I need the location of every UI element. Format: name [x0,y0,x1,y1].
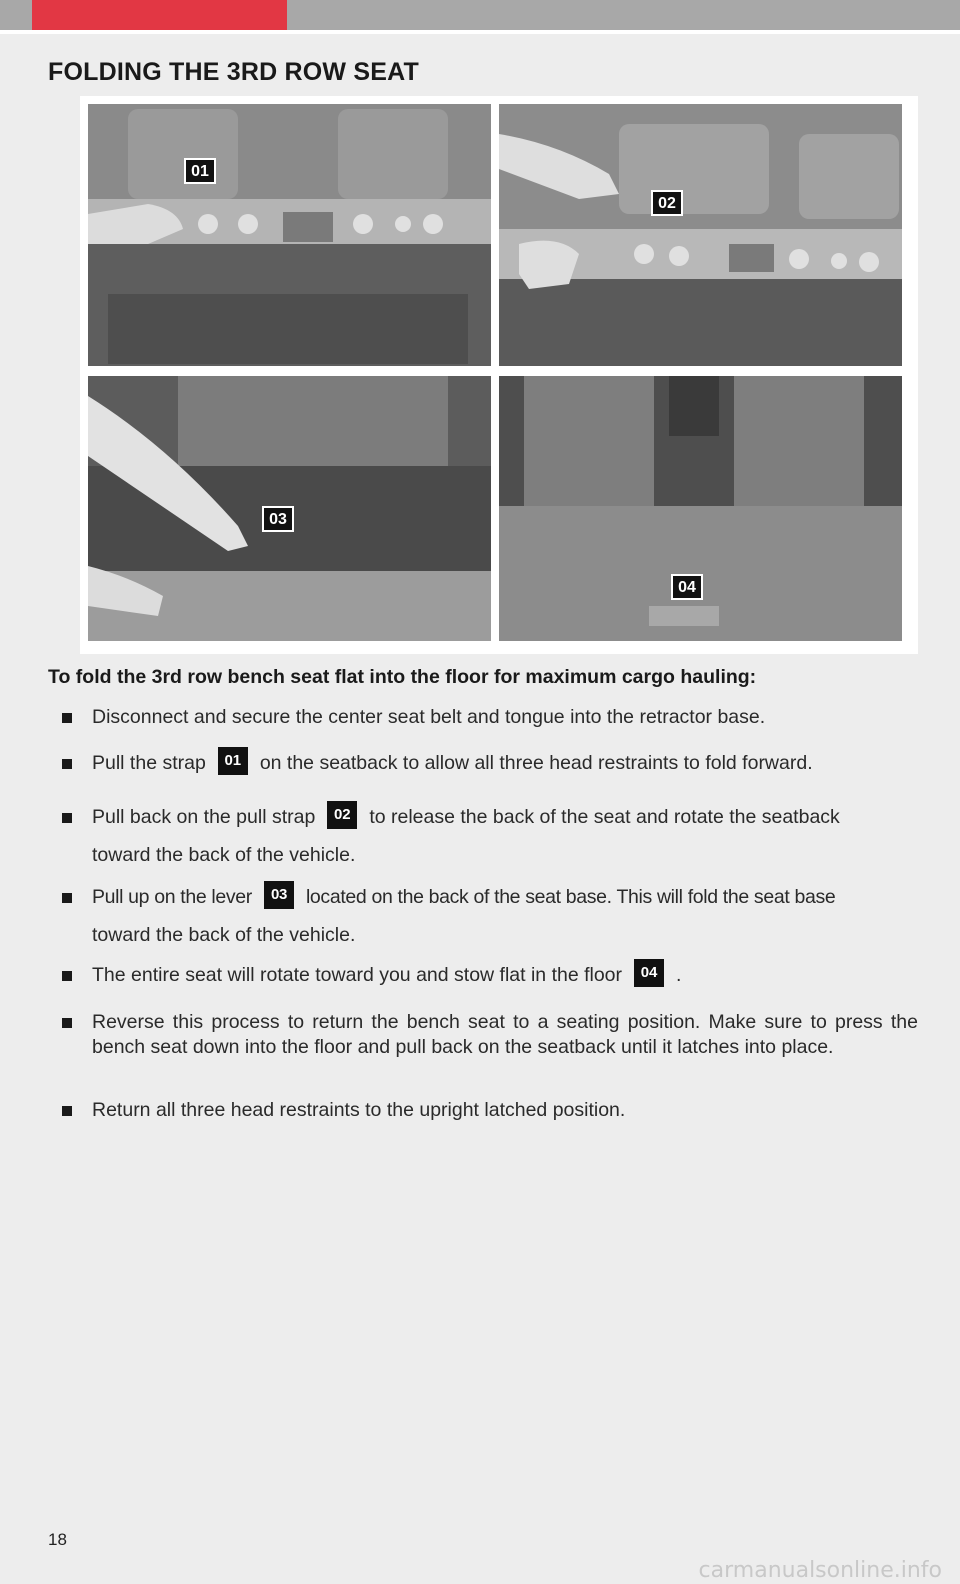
bullet-icon [62,813,72,823]
seatback-image [88,104,491,366]
photo-step-01 [88,104,491,366]
photo-grid [80,96,918,654]
step-badge: 02 [327,801,357,829]
list-item: Return all three head restraints to the upright latched position. [62,1098,918,1123]
instructions-heading: To fold the 3rd row bench seat flat into the floor for maximum cargo hauling: [48,666,757,688]
cargo-floor-image [499,376,902,641]
photo-step-02 [499,104,902,366]
list-item: The entire seat will rotate toward you and stow flat in the floor 04 . [62,963,918,993]
photo-badge: 02 [651,190,683,216]
photo-step-03 [88,376,491,641]
list-item: Reverse this process to return the bench seat to a seating position. Make sure to press the bench seat down into the floor and pull back on the seatback until it latches into place. [62,1010,918,1086]
photo-step-04 [499,376,902,641]
list-item: Disconnect and secure the center seat belt and tongue into the retractor base. [62,705,918,730]
step-badge: 03 [264,881,294,909]
top-divider [0,30,960,34]
list-item: Pull the strap 01 on the seatback to allow all three head restraints to fold forward. [62,751,918,781]
photo-badge: 03 [262,506,294,532]
bullet-icon [62,759,72,769]
list-item: Pull up on the lever 03 located on the back of the seat base. This will fold the seat base toward the back of the vehicle. [62,885,918,941]
watermark: carmanualsonline.info [698,1558,942,1583]
bullet-icon [62,713,72,723]
step-badge: 04 [634,959,664,987]
page-title: FOLDING THE 3RD ROW SEAT [48,58,419,86]
bullet-icon [62,1106,72,1116]
bullet-icon [62,1018,72,1028]
page-number: 18 [48,1530,67,1549]
list-item: Pull back on the pull strap 02 to release the back of the seat and rotate the seatback toward the back of the vehicle. [62,805,918,861]
top-accent-block [32,0,287,30]
seatback-image [499,104,902,366]
photo-badge: 01 [184,158,216,184]
bullet-icon [62,893,72,903]
top-color-bar [0,0,960,30]
step-badge: 01 [218,747,248,775]
photo-badge: 04 [671,574,703,600]
bullet-icon [62,971,72,981]
